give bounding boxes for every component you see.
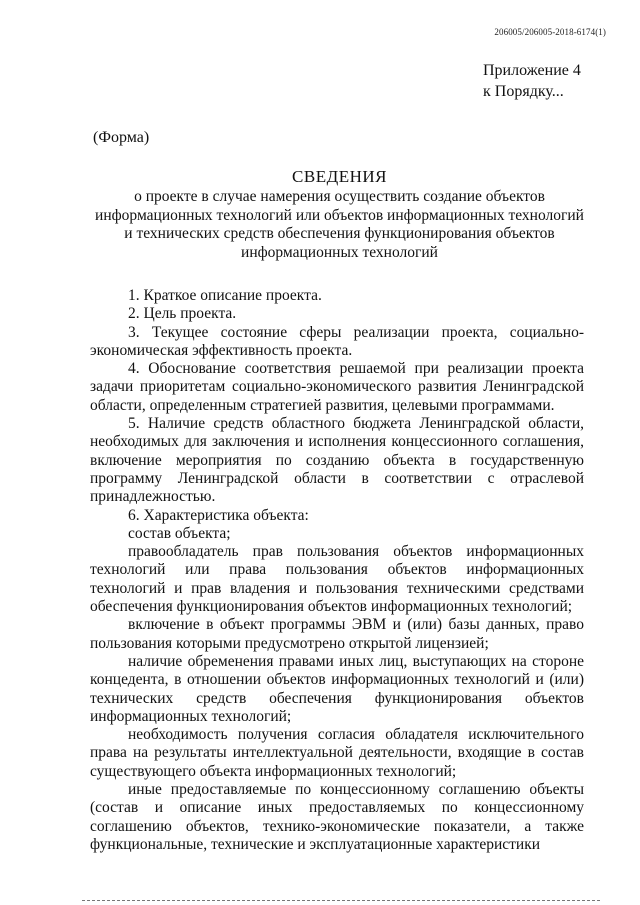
paragraph-item-2: 2. Цель проекта. — [128, 305, 237, 323]
paragraph-consent: необходимость получения согласия обладателя исключительного права на результаты интеллектуальной деятельности, входящие в состав существующего объекта информационных технологий; — [90, 726, 584, 780]
document-body — [90, 287, 584, 854]
paragraph-item-1: 1. Краткое описание проекта. — [128, 287, 322, 304]
document-title: СВЕДЕНИЯ — [292, 167, 387, 186]
subtitle-line: и технических средств обеспечения функционирования объектов — [124, 225, 555, 242]
paragraph-item-4: 4. Обоснование соответствия решаемой при реализации проекта задачи приоритетам социально-экономического развития Ленинградской области, определенным стратегией развития, целевыми программами. — [90, 360, 584, 414]
paragraph-rights-holder: правообладатель прав пользования объектов информационных технологий или права пользования объектов информационных технологий и прав владения и пользования техническими средствами обеспечения функционирования объектов информационных технологий; — [90, 543, 584, 616]
document-id: 206005/206005-2018-6174(1) — [494, 27, 606, 37]
appendix-line-2: к Порядку... — [483, 83, 564, 100]
page-bottom-edge — [82, 900, 600, 901]
subtitle-line: о проекте в случае намерения осуществить создание объектов — [134, 188, 545, 205]
document-heading — [93, 166, 586, 262]
paragraph-object-composition: состав объекта; — [128, 524, 231, 542]
subtitle-line: информационных технологий или объектов информационных технологий — [95, 206, 584, 224]
appendix-reference — [483, 60, 581, 102]
paragraph-item-3: 3. Текущее состояние сферы реализации проекта, социально-экономическая эффективность проекта. — [90, 323, 584, 359]
paragraph-item-6: 6. Характеристика объекта: — [128, 506, 309, 524]
appendix-line-1: Приложение 4 — [483, 62, 581, 79]
paragraph-other-objects: иные предоставляемые по концессионному соглашению объекты (состав и описание иных предоставляемых по концессионному соглашению объектов, технико-экономические показатели, а также функциональные, технические и эксплуатационные характеристики — [90, 781, 584, 853]
subtitle-line: информационных технологий — [241, 243, 438, 261]
paragraph-open-license: включение в объект программы ЭВМ и (или) базы данных, право пользования которыми предусмотрено открытой лицензией; — [90, 616, 584, 652]
paragraph-item-5: 5. Наличие средств областного бюджета Ленинградской области, необходимых для заключения и исполнения концессионного соглашения, включение мероприятия по созданию объекта в государственную программу Ленинградской области в соответствии с отраслевой принадлежностью. — [90, 415, 584, 506]
paragraph-encumbrance: наличие обременения правами иных лиц, выступающих на стороне концедента, в отношении объектов информационных технологий и (или) технических средств обеспечения функционирования объектов информационных технологий; — [90, 652, 584, 725]
form-label: (Форма) — [93, 129, 150, 146]
